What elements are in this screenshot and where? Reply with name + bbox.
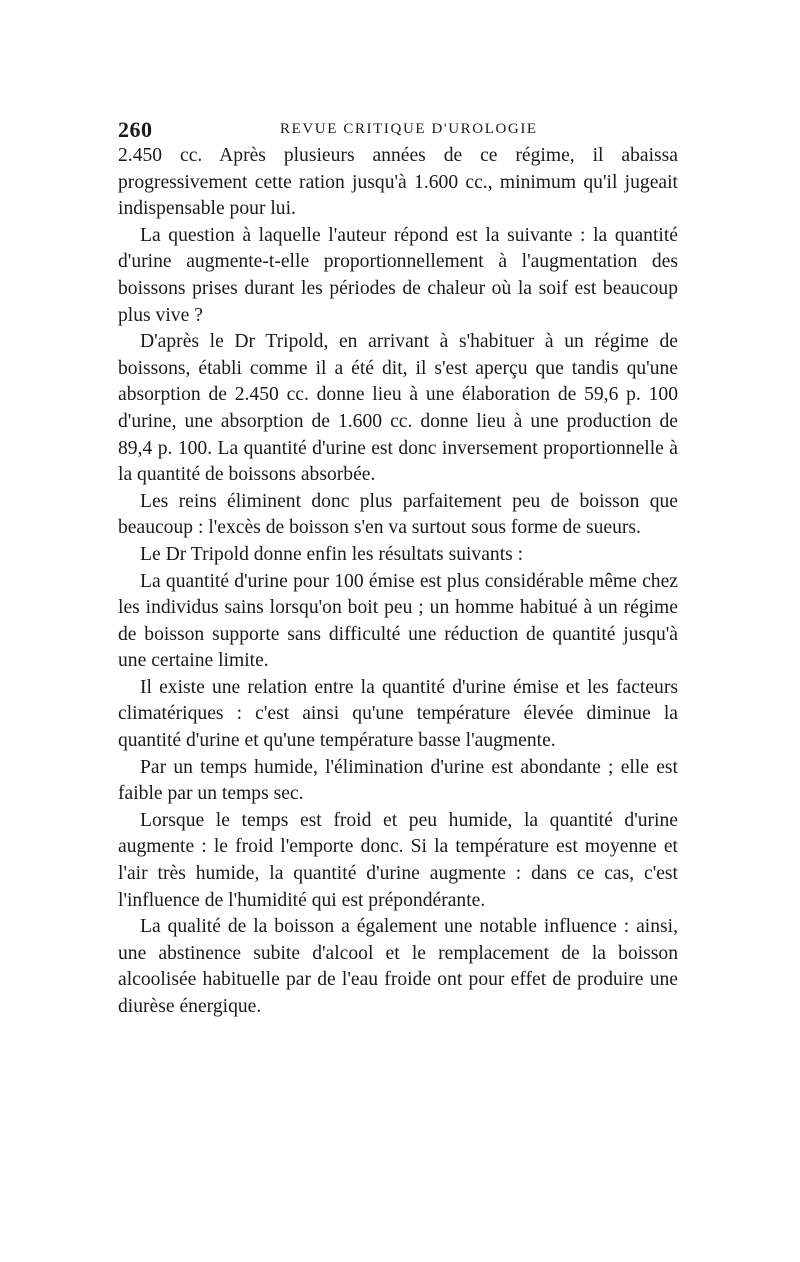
paragraph: Il existe une relation entre la quantité d'urine émise et les facteurs climatériques : c'est ainsi qu'une température élevée diminue la quantité d'urine et qu'une température basse l'augmente. <box>118 676 678 752</box>
paragraph: La quantité d'urine pour 100 émise est plus considérable même chez les individus sains lorsqu'on boit peu ; un homme habitué à un régime de boisson supporte sans difficulté une réduction de quantité jusqu'à une certaine limite. <box>118 570 678 672</box>
running-title: REVUE CRITIQUE D'UROLOGIE <box>280 121 538 137</box>
paragraph: Le Dr Tripold donne enfin les résultats suivants : <box>140 543 524 565</box>
paragraph: La question à laquelle l'auteur répond est la suivante : la quantité d'urine augmente-t-elle proportionnellement à l'augmentation des boissons prises durant les périodes de chaleur où la soif est beaucoup plus vive ? <box>118 224 678 326</box>
paragraph: 2.450 cc. Après plusieurs années de ce régime, il abaissa progressivement cette ration jusqu'à 1.600 cc., minimum qu'il jugeait indispensable pour lui. <box>118 145 678 220</box>
paragraph: D'après le Dr Tripold, en arrivant à s'habituer à un régime de boissons, établi comme il a été dit, il s'est aperçu que tandis qu'une absorption de 2.450 cc. donne lieu à une élaboration de 59,6 p. 100 d'urine, une absorption de 1.600 cc. donne lieu à une production de 89,4 p. 100. La quantité d'urine est donc inversement proportionnelle à la quantité de boissons absorbée. <box>118 331 678 486</box>
page-number: 260 <box>118 117 153 142</box>
paragraph: Par un temps humide, l'élimination d'urine est abondante ; elle est faible par un temps sec. <box>118 756 678 805</box>
paragraph: Lorsque le temps est froid et peu humide, la quantité d'urine augmente : le froid l'emporte donc. Si la température est moyenne et l'air très humide, la quantité d'urine augmente : dans ce cas, c'est l'influence de l'humidité qui est prépondérante. <box>118 809 678 911</box>
article-body <box>118 143 678 1021</box>
paragraph: Les reins éliminent donc plus parfaitement peu de boisson que beaucoup : l'excès de boisson s'en va surtout sous forme de sueurs. <box>118 490 678 539</box>
paragraph: La qualité de la boisson a également une notable influence : ainsi, une abstinence subite d'alcool et le remplacement de la boisson alcoolisée habituelle par de l'eau froide ont pour effet de produire une diurèse énergique. <box>118 916 678 1017</box>
